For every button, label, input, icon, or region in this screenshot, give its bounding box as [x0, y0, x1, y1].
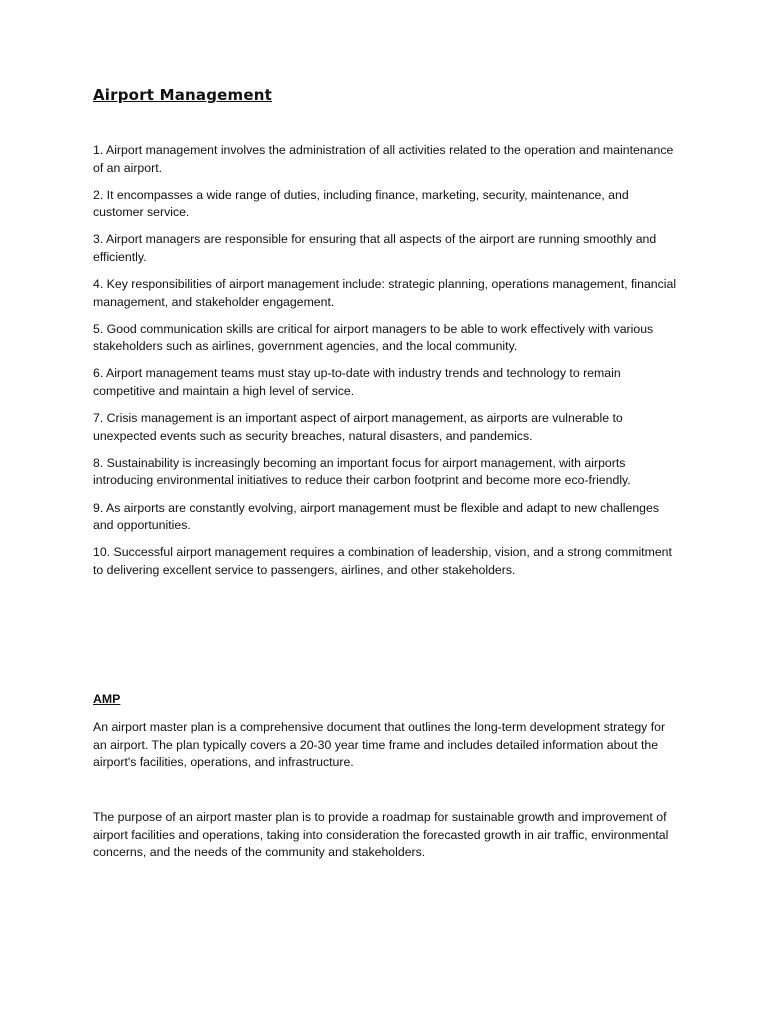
- amp-heading: AMP: [93, 692, 121, 706]
- key-point: 7. Crisis management is an important aspect of airport management, as airports are vulnerable to unexpected events such as security breaches, natural disasters, and pandemics.: [93, 411, 623, 443]
- key-point: 6. Airport management teams must stay up-to-date with industry trends and technology to remain competitive and maintain a high level of service.: [93, 366, 621, 399]
- key-point: 1. Airport management involves the administration of all activities related to the operation and maintenance of an airport.: [93, 143, 674, 175]
- amp-paragraph: The purpose of an airport master plan is to provide a roadmap for sustainable growth and improvement of airport facilities and operations, taking into consideration the forecasted growth in air traffic, environmental concerns, and the needs of the community and stakeholders.: [93, 810, 669, 860]
- key-point: 3. Airport managers are responsible for ensuring that all aspects of the airport are running smoothly and efficiently.: [93, 232, 657, 264]
- key-point: 4. Key responsibilities of airport management include: strategic planning, operations management, financial management, and stakeholder engagement.: [93, 277, 677, 309]
- key-point: 9. As airports are constantly evolving, airport management must be flexible and adapt to new challenges and opportunities.: [93, 500, 659, 533]
- key-point: 10. Successful airport management requires a combination of leadership, vision, and a strong commitment to delivering excellent service to passengers, airlines, and other stakeholders.: [93, 545, 672, 577]
- key-points-list: [93, 142, 677, 589]
- document-title: Airport Management: [93, 86, 272, 104]
- key-point: 8. Sustainability is increasingly becoming an important focus for airport management, with airports introducing environmental initiatives to reduce their carbon footprint and become more eco-friendly.: [93, 455, 631, 488]
- amp-paragraph: An airport master plan is a comprehensive document that outlines the long-term development strategy for an airport. The plan typically covers a 20-30 year time frame and includes detailed information about the airport's facilities, operations, and infrastructure.: [93, 720, 666, 770]
- key-point: 5. Good communication skills are critical for airport managers to be able to work effectively with various stakeholders such as airlines, government agencies, and the local community.: [93, 321, 654, 354]
- key-point: 2. It encompasses a wide range of duties, including finance, marketing, security, maintenance, and customer service.: [93, 187, 629, 220]
